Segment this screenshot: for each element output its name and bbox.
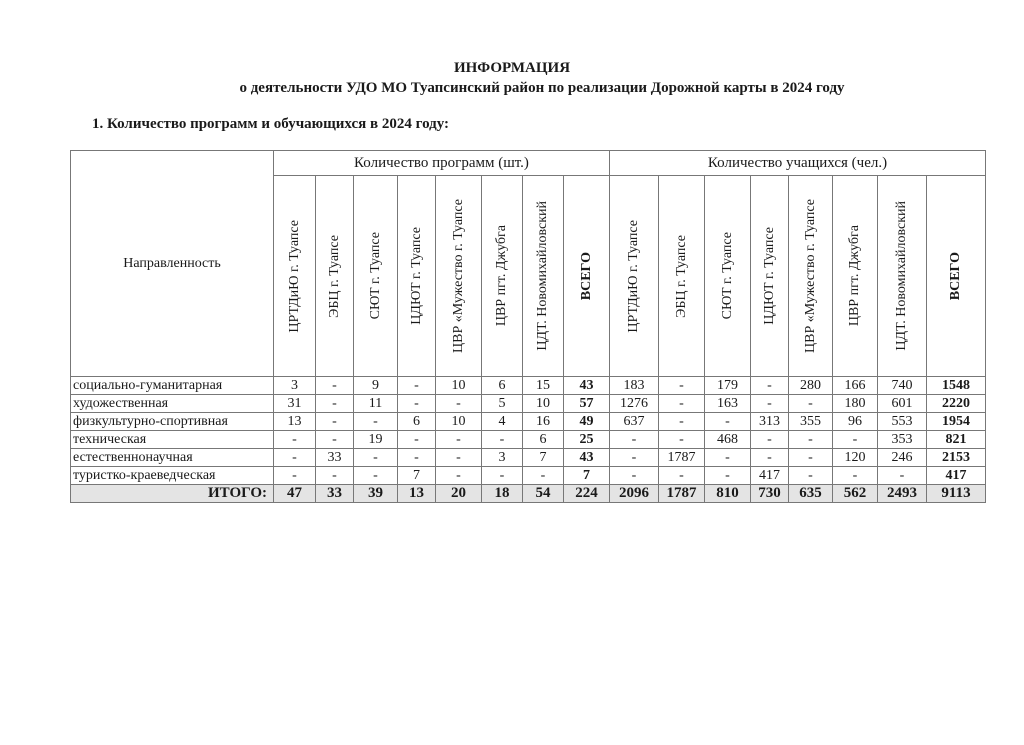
programs-cell: 33 xyxy=(316,449,354,467)
programs-cell: - xyxy=(274,431,316,449)
programs-cell: - xyxy=(316,467,354,485)
column-header-label: ЭБЦ г. Туапсе xyxy=(673,234,689,318)
table-row xyxy=(71,449,986,467)
programs-cell: - xyxy=(482,431,523,449)
row-label: естественнонаучная xyxy=(71,449,274,467)
column-header-label: ЦДЮТ г. Туапсе xyxy=(408,227,424,325)
students-cell: - xyxy=(610,467,659,485)
students-cell: 96 xyxy=(833,413,878,431)
programs-cell: 4 xyxy=(482,413,523,431)
programs-cell: 6 xyxy=(398,413,436,431)
students-cell: - xyxy=(659,377,705,395)
column-header-label: СЮТ г. Туапсе xyxy=(367,232,383,320)
students-group-header: Количество учащихся (чел.) xyxy=(610,151,986,176)
students-cell: 9113 xyxy=(927,485,986,503)
students-column-header xyxy=(659,176,705,377)
row-label: художественная xyxy=(71,395,274,413)
programs-cell: 20 xyxy=(436,485,482,503)
programs-column-header xyxy=(398,176,436,377)
column-header-label: ЦДЮТ г. Туапсе xyxy=(761,227,777,325)
programs-cell: 3 xyxy=(274,377,316,395)
programs-cell: 54 xyxy=(523,485,564,503)
column-header-label: ЦВР «Мужество г. Туапсе xyxy=(802,199,818,353)
students-cell: - xyxy=(789,467,833,485)
column-header-label: ЦВР «Мужество г. Туапсе xyxy=(450,199,466,353)
programs-cell: 39 xyxy=(354,485,398,503)
programs-cell: - xyxy=(436,467,482,485)
table-row xyxy=(71,377,986,395)
programs-cell: - xyxy=(398,431,436,449)
programs-column-header xyxy=(316,176,354,377)
programs-cell: 15 xyxy=(523,377,564,395)
students-cell: 1548 xyxy=(927,377,986,395)
students-cell: - xyxy=(705,413,751,431)
students-cell: - xyxy=(751,431,789,449)
students-cell: 2096 xyxy=(610,485,659,503)
table-row xyxy=(71,395,986,413)
row-label: социально-гуманитарная xyxy=(71,377,274,395)
students-cell: - xyxy=(751,395,789,413)
students-column-header xyxy=(610,176,659,377)
students-cell: 183 xyxy=(610,377,659,395)
students-cell: 637 xyxy=(610,413,659,431)
table-row xyxy=(71,431,986,449)
column-header-label: ЦДТ. Новомихайловский xyxy=(535,201,550,351)
column-header-label: ВСЕГО xyxy=(578,251,594,301)
programs-cell: - xyxy=(398,449,436,467)
programs-cell: - xyxy=(436,449,482,467)
programs-cell: 33 xyxy=(316,485,354,503)
students-cell: - xyxy=(878,467,927,485)
programs-cell: - xyxy=(354,467,398,485)
students-cell: 601 xyxy=(878,395,927,413)
programs-cell: 224 xyxy=(564,485,610,503)
students-cell: - xyxy=(659,395,705,413)
students-cell: 353 xyxy=(878,431,927,449)
students-cell: 246 xyxy=(878,449,927,467)
programs-cell: - xyxy=(316,413,354,431)
column-header-label: ВСЕГО xyxy=(948,251,963,301)
students-cell: 635 xyxy=(789,485,833,503)
students-cell: 562 xyxy=(833,485,878,503)
programs-cell: 10 xyxy=(436,377,482,395)
programs-cell: - xyxy=(354,449,398,467)
programs-cell: - xyxy=(482,467,523,485)
students-cell: - xyxy=(751,377,789,395)
programs-cell: - xyxy=(316,377,354,395)
programs-cell: 49 xyxy=(564,413,610,431)
programs-cell: 47 xyxy=(274,485,316,503)
programs-cell: - xyxy=(354,413,398,431)
programs-cell: 7 xyxy=(564,467,610,485)
students-column-header xyxy=(751,176,789,377)
programs-cell: - xyxy=(316,395,354,413)
students-column-header xyxy=(878,176,927,377)
students-cell: 280 xyxy=(789,377,833,395)
students-cell: - xyxy=(705,449,751,467)
column-header-label: ЦВР пгт. Джубга xyxy=(847,225,862,327)
programs-cell: 9 xyxy=(354,377,398,395)
programs-cell: 16 xyxy=(523,413,564,431)
students-cell: 163 xyxy=(705,395,751,413)
students-cell: 821 xyxy=(927,431,986,449)
students-cell: 810 xyxy=(705,485,751,503)
programs-cell: - xyxy=(436,395,482,413)
students-cell: 740 xyxy=(878,377,927,395)
programs-cell: - xyxy=(398,377,436,395)
programs-cell: 43 xyxy=(564,449,610,467)
programs-students-table xyxy=(70,150,986,503)
row-label: туристко-краеведческая xyxy=(71,467,274,485)
table-row xyxy=(71,413,986,431)
programs-cell: 7 xyxy=(523,449,564,467)
programs-cell: 13 xyxy=(398,485,436,503)
row-label: физкультурно-спортивная xyxy=(71,413,274,431)
section-title: 1. Количество программ и обучающихся в 2024 году: xyxy=(92,116,450,132)
programs-cell: 5 xyxy=(482,395,523,413)
students-cell: 417 xyxy=(927,467,986,485)
column-header-label: ЦДТ. Новомихайловский xyxy=(894,201,909,351)
students-column-header xyxy=(927,176,986,377)
row-label: техническая xyxy=(71,431,274,449)
programs-cell: 31 xyxy=(274,395,316,413)
programs-cell: - xyxy=(398,395,436,413)
students-cell: - xyxy=(833,467,878,485)
students-cell: 166 xyxy=(833,377,878,395)
programs-cell: - xyxy=(436,431,482,449)
programs-cell: 19 xyxy=(354,431,398,449)
students-cell: 468 xyxy=(705,431,751,449)
programs-cell: 13 xyxy=(274,413,316,431)
programs-cell: 6 xyxy=(482,377,523,395)
students-cell: - xyxy=(659,467,705,485)
total-row xyxy=(71,485,986,503)
programs-cell: 7 xyxy=(398,467,436,485)
students-column-header xyxy=(789,176,833,377)
document-subheading: о деятельности УДО МО Туапсинский район по реализации Дорожной карты в 2024 году xyxy=(239,80,845,96)
students-cell: 1954 xyxy=(927,413,986,431)
students-cell: 730 xyxy=(751,485,789,503)
students-cell: 120 xyxy=(833,449,878,467)
students-cell: - xyxy=(789,431,833,449)
students-cell: - xyxy=(751,449,789,467)
students-cell: 1787 xyxy=(659,449,705,467)
students-cell: - xyxy=(610,431,659,449)
programs-cell: - xyxy=(316,431,354,449)
students-cell: - xyxy=(789,395,833,413)
students-cell: 553 xyxy=(878,413,927,431)
programs-cell: 25 xyxy=(564,431,610,449)
column-header-label: ЭБЦ г. Туапсе xyxy=(326,234,342,318)
students-cell: - xyxy=(789,449,833,467)
students-cell: - xyxy=(833,431,878,449)
programs-column-header xyxy=(482,176,523,377)
programs-cell: 43 xyxy=(564,377,610,395)
students-cell: 355 xyxy=(789,413,833,431)
table-row xyxy=(71,467,986,485)
students-column-header xyxy=(705,176,751,377)
students-cell: 179 xyxy=(705,377,751,395)
column-header-label: СЮТ г. Туапсе xyxy=(719,232,735,320)
students-cell: 2153 xyxy=(927,449,986,467)
programs-column-header xyxy=(274,176,316,377)
column-header-label: ЦВР пгт. Джубга xyxy=(494,225,509,327)
programs-column-header xyxy=(564,176,610,377)
students-cell: 2493 xyxy=(878,485,927,503)
students-cell: 1787 xyxy=(659,485,705,503)
programs-column-header xyxy=(436,176,482,377)
programs-cell: 3 xyxy=(482,449,523,467)
students-cell: - xyxy=(659,413,705,431)
programs-cell: - xyxy=(274,449,316,467)
students-cell: 417 xyxy=(751,467,789,485)
direction-header: Направленность xyxy=(71,151,274,377)
programs-group-header: Количество программ (шт.) xyxy=(274,151,610,176)
students-cell: - xyxy=(659,431,705,449)
programs-cell: 18 xyxy=(482,485,523,503)
programs-cell: - xyxy=(523,467,564,485)
document-heading: ИНФОРМАЦИЯ xyxy=(453,60,571,76)
students-cell: - xyxy=(610,449,659,467)
programs-cell: - xyxy=(274,467,316,485)
programs-cell: 57 xyxy=(564,395,610,413)
students-cell: 180 xyxy=(833,395,878,413)
programs-cell: 10 xyxy=(436,413,482,431)
students-cell: - xyxy=(705,467,751,485)
students-cell: 313 xyxy=(751,413,789,431)
students-cell: 2220 xyxy=(927,395,986,413)
programs-cell: 6 xyxy=(523,431,564,449)
row-label: ИТОГО: xyxy=(71,485,274,503)
programs-column-header xyxy=(354,176,398,377)
programs-cell: 11 xyxy=(354,395,398,413)
students-cell: 1276 xyxy=(610,395,659,413)
students-column-header xyxy=(833,176,878,377)
column-header-label: ЦРТДиЮ г. Туапсе xyxy=(626,219,641,333)
programs-cell: 10 xyxy=(523,395,564,413)
column-header-label: ЦРТДиЮ г. Туапсе xyxy=(286,219,302,333)
programs-column-header xyxy=(523,176,564,377)
